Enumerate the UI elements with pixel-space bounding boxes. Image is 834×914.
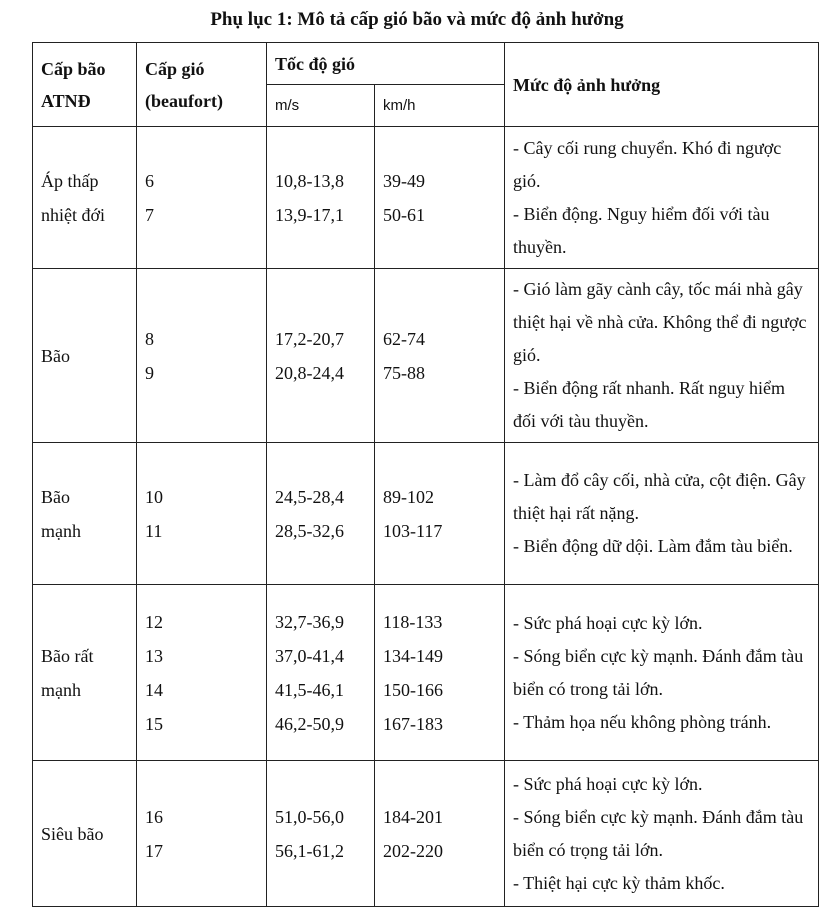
speed-ms-cell: 10,8-13,8 13,9-17,1 <box>267 127 375 269</box>
speed-ms-cell: 51,0-56,0 56,1-61,2 <box>267 761 375 907</box>
impact-cell: - Cây cối rung chuyển. Khó đi ngược gió. - Biển động. Nguy hiểm đối với tàu thuyền. <box>505 127 819 269</box>
header-impact: Mức độ ảnh hưởng <box>505 43 819 127</box>
speed-kmh-cell: 62-74 75-88 <box>375 269 505 443</box>
speed-ms-cell: 24,5-28,4 28,5-32,6 <box>267 443 375 585</box>
impact-cell: - Sức phá hoại cực kỳ lớn. - Sóng biển cực kỳ mạnh. Đánh đắm tàu biển có trong tải lớn. - Thảm họa nếu không phòng tránh. <box>505 585 819 761</box>
page-title: Phụ lục 1: Mô tả cấp gió bão và mức độ ảnh hưởng <box>210 9 624 30</box>
speed-ms-cell: 32,7-36,9 37,0-41,4 41,5-46,1 46,2-50,9 <box>267 585 375 761</box>
speed-ms-cell: 17,2-20,7 20,8-24,4 <box>267 269 375 443</box>
beaufort-cell: 12 13 14 15 <box>137 585 267 761</box>
storm-level-cell: Bão mạnh <box>33 443 137 585</box>
table-row <box>33 127 819 269</box>
header-wind-speed: Tốc độ gió <box>267 43 505 85</box>
storm-level-cell: Bão rất mạnh <box>33 585 137 761</box>
beaufort-cell: 10 11 <box>137 443 267 585</box>
header-unit-ms: m/s <box>267 85 375 127</box>
storm-level-cell: Áp thấp nhiệt đới <box>33 127 137 269</box>
speed-kmh-cell: 39-49 50-61 <box>375 127 505 269</box>
speed-kmh-cell: 89-102 103-117 <box>375 443 505 585</box>
impact-cell: - Làm đổ cây cối, nhà cửa, cột điện. Gây thiệt hại rất nặng. - Biển động dữ dội. Làm đắm tàu biển. <box>505 443 819 585</box>
table-row <box>33 585 819 761</box>
header-storm-level: Cấp bão ATNĐ <box>33 43 137 127</box>
storm-scale-table <box>32 42 819 907</box>
beaufort-cell: 6 7 <box>137 127 267 269</box>
table-row <box>33 761 819 907</box>
beaufort-cell: 16 17 <box>137 761 267 907</box>
storm-level-cell: Bão <box>33 269 137 443</box>
beaufort-cell: 8 9 <box>137 269 267 443</box>
storm-level-cell: Siêu bão <box>33 761 137 907</box>
header-unit-kmh: km/h <box>375 85 505 127</box>
table-row <box>33 269 819 443</box>
speed-kmh-cell: 184-201 202-220 <box>375 761 505 907</box>
impact-cell: - Gió làm gãy cành cây, tốc mái nhà gây thiệt hại về nhà cửa. Không thể đi ngược gió. - Biển động rất nhanh. Rất nguy hiểm đối với tàu thuyền. <box>505 269 819 443</box>
speed-kmh-cell: 118-133 134-149 150-166 167-183 <box>375 585 505 761</box>
header-wind-level: Cấp gió (beaufort) <box>137 43 267 127</box>
impact-cell: - Sức phá hoại cực kỳ lớn. - Sóng biển cực kỳ mạnh. Đánh đắm tàu biển có trọng tải lớn. - Thiệt hại cực kỳ thảm khốc. <box>505 761 819 907</box>
table-row <box>33 443 819 585</box>
